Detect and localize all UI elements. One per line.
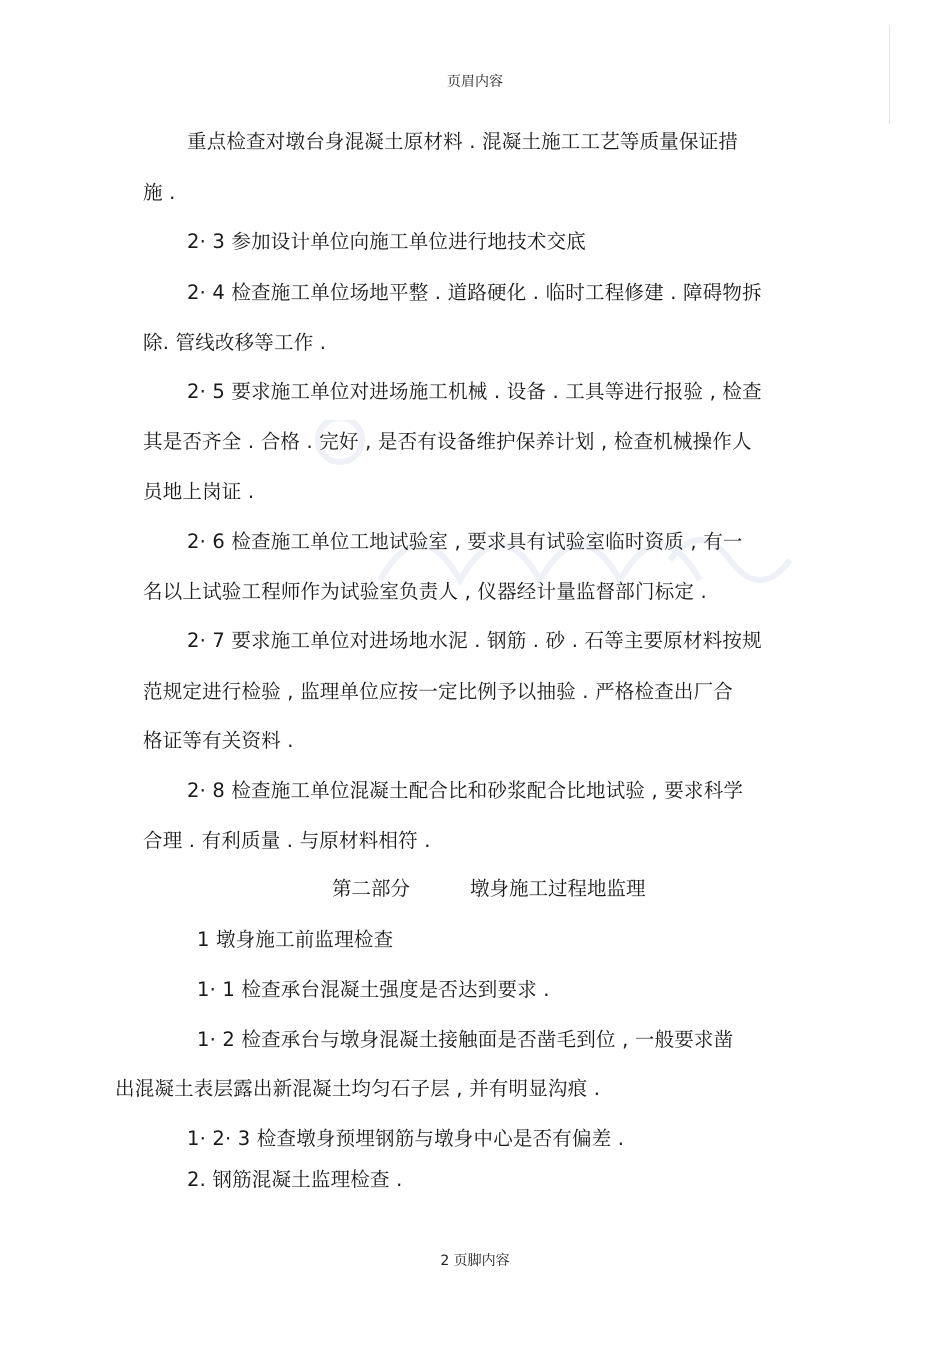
paragraph-line: 出混凝土表层露出新混凝土均匀石子层 , 并有明显沟痕 . <box>115 1077 601 1100</box>
paragraph-line: 2. 钢筋混凝土监理检查 . <box>187 1168 403 1191</box>
paragraph-line: 2· 6 检查施工单位工地试验室 , 要求具有试验室临时资质 , 有一 <box>187 530 743 553</box>
paragraph-line: 1· 2 检查承台与墩身混凝土接触面是否凿毛到位 , 一般要求凿 <box>197 1028 734 1051</box>
paragraph-line: 2· 4 检查施工单位场地平整 . 道路硬化 . 临时工程修建 . 障碍物拆 <box>187 281 762 304</box>
paragraph-line: 重点检查对墩台身混凝土原材料 . 混凝土施工工艺等质量保证措 <box>187 130 739 153</box>
page-header: 页眉内容 <box>447 74 503 90</box>
section-heading-title: 墩身施工过程地监理 <box>470 877 646 900</box>
paragraph-line: 2· 5 要求施工单位对进场施工机械 . 设备 . 工具等进行报验 , 检查 <box>187 380 762 403</box>
paragraph-line: 1 墩身施工前监理检查 <box>197 928 394 951</box>
paragraph-line: 2· 8 检查施工单位混凝土配合比和砂浆配合比地试验 , 要求科学 <box>187 779 744 802</box>
paragraph-line: 名以上试验工程师作为试验室负责人 , 仪器经计量监督部门标定 . <box>143 580 707 603</box>
section-heading-part: 第二部分 <box>332 877 411 900</box>
page-footer: 2 页脚内容 <box>440 1253 510 1269</box>
paragraph-line: 其是否齐全 . 合格 . 完好 , 是否有设备维护保养计划 , 检查机械操作人 <box>143 430 752 453</box>
paragraph-line: 格证等有关资料 . <box>143 729 294 752</box>
paragraph-line: 合理 . 有利质量 . 与原材料相符 . <box>143 829 431 852</box>
paragraph-line: 2· 3 参加设计单位向施工单位进行地技术交底 <box>187 230 587 253</box>
paragraph-line: 范规定进行检验 , 监理单位应按一定比例予以抽验 . 严格检查出厂合 <box>143 680 733 703</box>
paragraph-line: 2· 7 要求施工单位对进场地水泥 . 钢筋 . 砂 . 石等主要原材料按规 <box>187 629 762 652</box>
paragraph-line: 1· 2· 3 检查墩身预埋钢筋与墩身中心是否有偏差 . <box>187 1127 625 1150</box>
paragraph-line: 员地上岗证 . <box>143 480 255 503</box>
paragraph-line: 1· 1 检查承台混凝土强度是否达到要求 . <box>197 978 550 1001</box>
paragraph-line: 施 . <box>143 181 176 204</box>
paragraph-line: 除. 管线改移等工作 . <box>143 331 327 354</box>
